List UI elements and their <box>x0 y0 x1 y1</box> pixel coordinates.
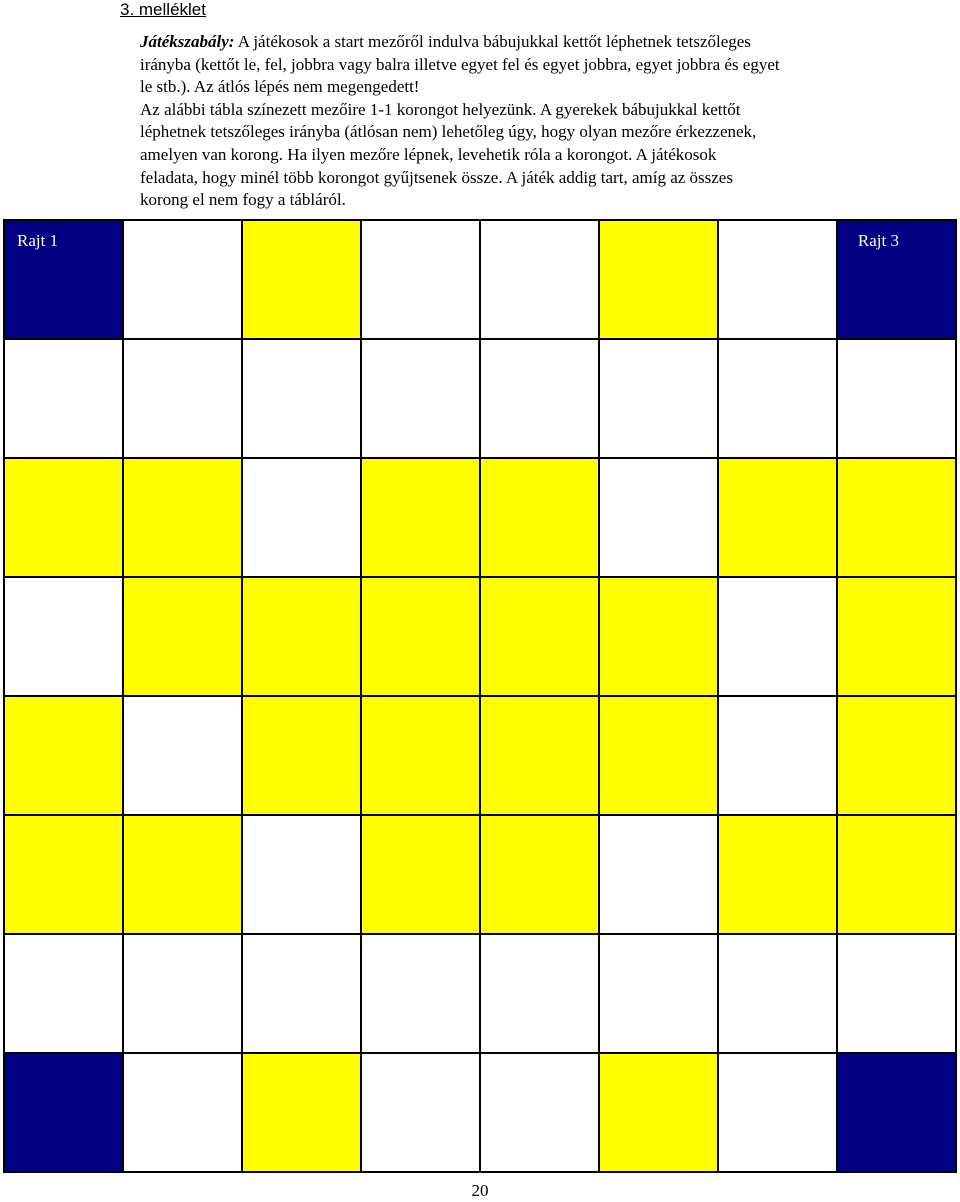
game-board <box>3 219 957 1173</box>
board-cell <box>718 220 837 339</box>
board-cell <box>599 220 718 339</box>
rules-line-2: irányba (kettőt le, fel, jobbra vagy balra illetve egyet fel és egyet jobbra, egyet jobbra és egyet <box>140 54 780 74</box>
board-cell <box>361 934 480 1053</box>
board-cell <box>242 1053 361 1172</box>
game-rules-text <box>140 31 870 212</box>
board-cell <box>361 220 480 339</box>
start-cell-1 <box>4 220 123 339</box>
start-label-1: Rajt 1 <box>17 231 59 250</box>
board-cell <box>480 220 599 339</box>
start-label-3: Rajt 3 <box>857 231 899 250</box>
board-cell <box>718 696 837 815</box>
board-cell <box>4 577 123 696</box>
board-cell <box>361 339 480 458</box>
board-cell <box>123 934 242 1053</box>
board-cell <box>718 815 837 934</box>
board-cell <box>4 1053 123 1172</box>
board-cell <box>242 815 361 934</box>
board-cell <box>599 934 718 1053</box>
board-cell <box>718 934 837 1053</box>
board-cell <box>123 696 242 815</box>
board-cell <box>4 815 123 934</box>
rules-line-3: le stb.). Az átlós lépés nem megengedett! <box>140 77 420 97</box>
board-cell <box>480 458 599 577</box>
board-cell <box>242 934 361 1053</box>
board-cell <box>480 815 599 934</box>
board-cell <box>480 577 599 696</box>
board-cell <box>4 934 123 1053</box>
start-cell-3 <box>837 220 956 339</box>
board-cell <box>123 339 242 458</box>
board-cell <box>837 1053 956 1172</box>
board-cell <box>599 577 718 696</box>
rules-line-8: korong el nem fogy a tábláról. <box>140 190 346 210</box>
rules-line-4: Az alábbi tábla színezett mezőire 1-1 korongot helyezünk. A gyerekek bábujukkal kettőt <box>140 99 741 119</box>
board-cell <box>361 458 480 577</box>
board-cell <box>480 934 599 1053</box>
page-number: 20 <box>471 1181 489 1200</box>
rules-line-5: léphetnek tetszőleges irányba (átlósan nem) lehetőleg úgy, hogy olyan mezőre érkezzenek, <box>140 122 757 142</box>
board-cell <box>599 696 718 815</box>
board-cell <box>480 339 599 458</box>
board-cell <box>837 458 956 577</box>
rules-bold-label: Játékszabály: <box>140 32 235 51</box>
board-cell <box>480 696 599 815</box>
board-cell <box>718 577 837 696</box>
board-cell <box>4 696 123 815</box>
board-cell <box>361 696 480 815</box>
board-cell <box>361 1053 480 1172</box>
board-cell <box>599 815 718 934</box>
board-cell <box>837 934 956 1053</box>
board-cell <box>718 339 837 458</box>
board-cell <box>123 458 242 577</box>
board-cell <box>242 696 361 815</box>
board-cell <box>123 577 242 696</box>
board-cell <box>242 458 361 577</box>
board-cell <box>242 220 361 339</box>
board-cell <box>123 220 242 339</box>
board-cell <box>361 815 480 934</box>
board-cell <box>242 339 361 458</box>
board-cell <box>4 339 123 458</box>
rules-line-1 <box>140 31 870 54</box>
board-cell <box>599 458 718 577</box>
board-cell <box>480 1053 599 1172</box>
rules-line-7: feladata, hogy minél több korongot gyűjtsenek össze. A játék addig tart, amíg az összes <box>140 167 733 187</box>
board-cell <box>718 1053 837 1172</box>
board-cell <box>4 458 123 577</box>
rules-line-6: amelyen van korong. Ha ilyen mezőre lépnek, levehetik róla a korongot. A játékosok <box>140 144 717 164</box>
board-cell <box>599 339 718 458</box>
board-cell <box>718 458 837 577</box>
board-cell <box>837 815 956 934</box>
board-cell <box>837 696 956 815</box>
board-cell <box>599 1053 718 1172</box>
appendix-label: 3. melléklet <box>120 0 206 19</box>
board-cell <box>837 339 956 458</box>
board-cell <box>123 815 242 934</box>
board-cell <box>123 1053 242 1172</box>
rules-line-1-text: A játékosok a start mezőről indulva bábujukkal kettőt léphetnek tetszőleges <box>237 32 751 51</box>
board-cell <box>242 577 361 696</box>
board-cell <box>837 577 956 696</box>
board-cell <box>361 577 480 696</box>
